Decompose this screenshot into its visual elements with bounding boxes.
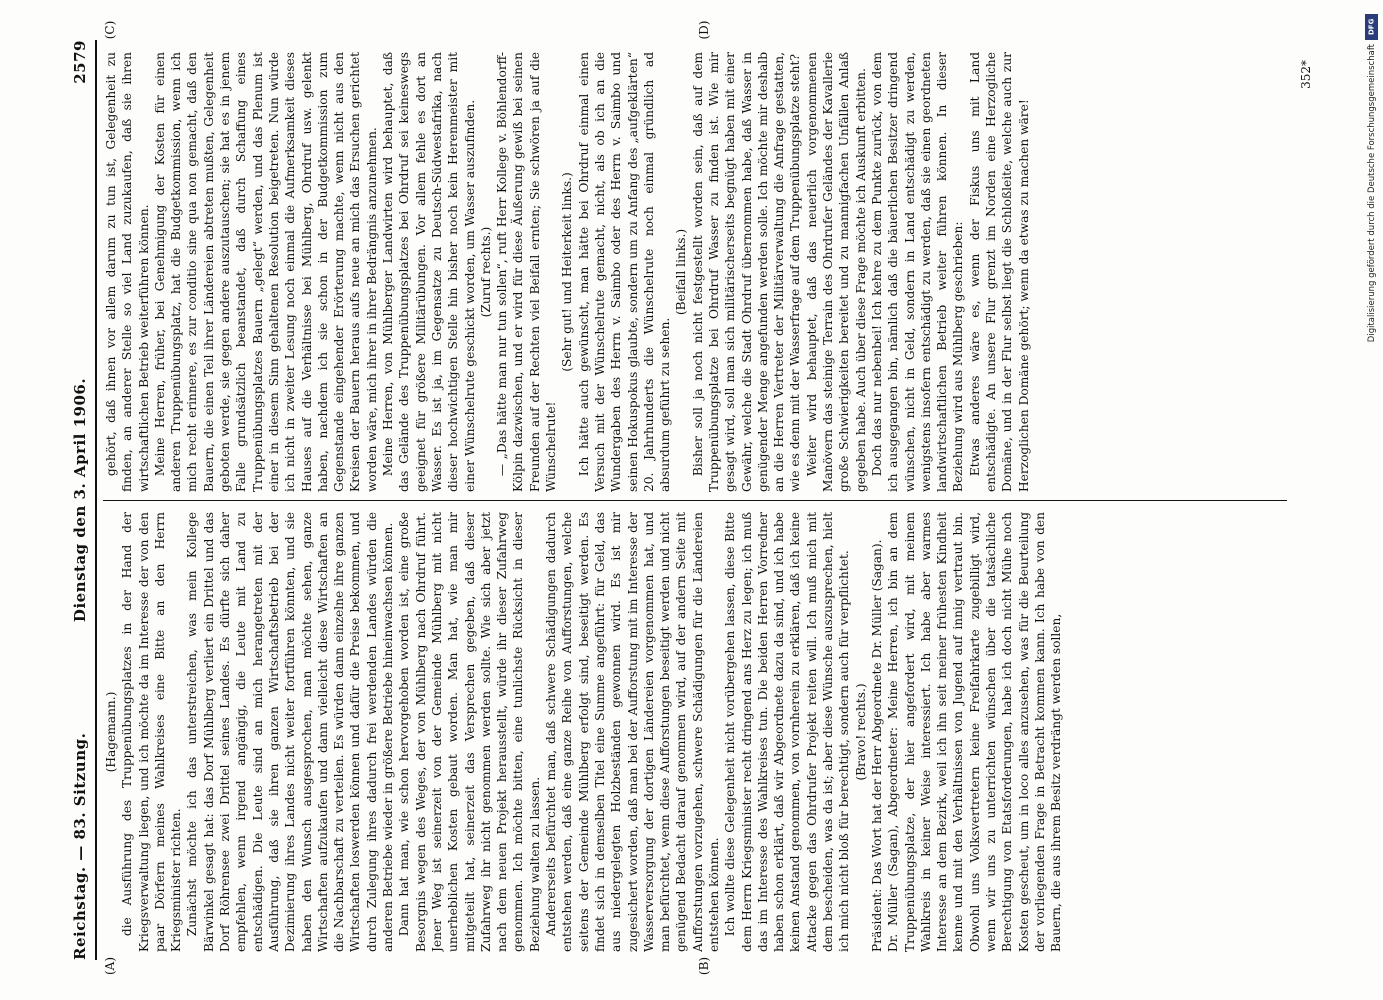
paragraph: Bisher soll ja noch nicht festgestellt worden sein, daß auf dem Truppenübungsplatze bei Ohrdruf Wasser zu finden ist. Wie mir gesagt wird, soll man sich militärischerseits begnügt haben mit einer Gewähr, welche die Stadt Ohrdruf übernommen habe, daß Wasser in genügender Menge angefunden werden solle. Ich möchte mir deshalb an die Herren Vertreter der Militärverwaltung die Anfrage gestatten, wie es denn mit der Wasserfrage auf dem Truppenübungsplatze steht? [690,52,802,492]
dfg-watermark-text: Digitalisierung gefördert durch die Deutsche Forschungsgemeinschaft [1367,44,1377,343]
paragraph: Ich wollte diese Gelegenheit nicht vorübergehen lassen, diese Bitte dem Herrn Kriegsminister recht dringend ans Herz zu legen; ich muß das im Interesse des Wahlkreises tun. Die beiden Herren Vorredner haben schon erklärt, daß wir Abgeordnete dazu da sind, und ich habe keinen Anstand genommen, von vornherein zu erklären, daß ich keine Attacke gegen das Ohrdrufer Projekt reiten will. Ich muß mich mit dem bescheiden, was da ist; aber diese Wünsche auszusprechen, hielt ich mich nicht bloß für berechtigt, sondern auch für verpflichtet. [722,512,851,952]
paragraph: Ich hätte auch gewünscht, man hätte bei Ohrdruf einmal einen Versuch mit der Wünschelrute gemacht, nicht, als ob ich an die Wundergaben des Herrn v. Saimbo oder des Herrn v. Saimbo und seinen Hokuspokus glaubte, sondern um zu Anfang des „aufgeklärten“ 20. Jahrhunderts die Wünschelrute noch einmal gründlich ad absurdum geführt zu sehen. [576,52,672,492]
running-head [71,40,93,960]
marker-b: (B) [696,956,711,976]
rotated-sheet [57,20,1327,976]
paragraph: die Ausführung des Truppenübungsplatzes in der Hand der Kriegsverwaltung liegen, und ich möchte da im Interesse der von den paar Dörfern meines Wahlkreises eine Bitte an den Herrn Kriegsminister richten. [119,512,183,952]
paragraph: (Hagemann.) [103,691,118,773]
header-left: Reichstag. — 83. Sitzung. [70,732,89,960]
paragraph: gehört, daß ihnen vor allem darum zu tun ist, Gelegenheit zu finden, an anderer Stelle so viel Land zuzukaufen, daß sie ihren wirtschaftlichen Betrieb weiterführen können. [103,52,151,492]
paragraph: Weiter wird behauptet, daß das neuerlich vorgenommenen Manövern das steinige Terrain des Ohrdrufer Geländes der Kavallerie große Schwierigkeiten bereitet und zu mannigfachen Unfällen Anlaß gegeben habe. Auch über diese Frage möchte ich Auskunft erbitten. [804,52,868,492]
paragraph: Präsident: Das Wort hat der Herr Abgeordnete Dr. Müller (Sagan). [869,539,884,952]
paragraph: (Beifall links.) [673,228,688,316]
paragraph: Meine Herren, von Mühlberger Landwirten wird behauptet, daß das Gelände des Truppenübungsplatzes bei Ohrdruf sei keineswegs geeignet für größere Militärübungen. Vor allem fehle es dort an Wasser. Es ist ja, im Gegensatze zu Deutsch-Südwestafrika, nach dieser hochwichtigen Stelle hin bisher noch kein Herenmeister mit einer Wünschelrute geschickt worden, um Wasser auszufinden. [380,52,477,492]
footer-page-code: 352* [1298,60,1313,89]
paragraph: Andererseits befürchtet man, daß schwere Schädigungen dadurch entstehen werden, daß eine ganze Reihe von Aufforstungen, welche seitens der Gemeinde Mühlberg erfolgt sind, beseitigt werden. Es findet sich in demselben Titel eine Summe angeführt: für Geld, das aus niedergelegten Holzbeständen gewonnen wird. Es ist mir zugesichert worden, daß man bei der Aufforstung mit im Interesse der Wasserversorgung der dortigen Ländereien vorgenommen hat, und man befürchtet, wenn diese Aufforstungen beseitigt werden und nicht genügend Bedacht darauf genommen wird, auf der andern Seite mit Aufforstungen vorzugehen, schwere Schädigungen für die Ländereien entstehen können. [543,512,721,952]
column-right [103,52,1285,492]
paragraph: (Bravo! rechts.) [853,683,868,781]
dfg-logo: DFG [1365,14,1378,40]
dfg-watermark [1365,8,1377,998]
column-divider [103,500,1287,501]
paragraph: (Sehr gut! und Heiterkeit links.) [559,172,574,372]
paragraph: Meine Herren, früher, bei Genehmigung der Kosten für einen anderen Truppenübungsplatz, hat die Budgetkommission, wenn ich mich recht erinnere, es zur conditio sine qua non gemacht, daß den Bauern, die einen Teil ihrer Ländereien abtreten mußten, Gelegenheit geboten werde, sie gegen andere auszutauschen; sie hat es in jenem Falle grundsätzlich beanstandet, daß durch Schaffung eines Truppenübungsplatzes Bauern „gelegt“ werden, und das Plenum ist einer in diesem Sinn gehaltenen Resolution beigetreten. Nun würde ich nicht in zweiter Lesung noch einmal die Aufmerksamkeit dieses Hauses auf die Verhältnisse bei Mühlberg, Ohrdruf usw. gelenkt haben, nachdem ich sie schon in der Budgetkommission zum Gegenstande eingehender Erörterung machte, wenn nicht aus den Kreisen der Bauern heraus aufs neue an mich das Ersuchen gerichtet worden wäre, mich ihrer in ihrer Bedrängnis anzunehmen. [152,52,379,492]
header-date: Dienstag den 3. April 1906. [70,377,89,623]
paragraph: (Zuruf rechts.) [478,226,493,318]
paragraph: Etwas anderes wäre es, wenn der Fiskus uns mit Land entschädigte. An unsere Flur grenzt im Norden eine Herzogliche Domäne, und in der Flur selbst liegt die Schloßleite, welche auch zur Herzoglichen Domäne gehört; wenn da etwas zu machen wäre! [967,52,1031,492]
paragraph: Dr. Müller (Sagan), Abgeordneter: Meine Herren, ich bin an dem Truppenübungsplatze, der hier angefordert wird, mit meinem Wahlkreis in keiner Weise interessiert. Ich habe aber warmes Interesse an dem Bezirk, weil ich ihn seit meiner frühesten Kindheit kenne und mit den Verhältnissen von Jugend auf innig vertraut bin. Obwohl uns Volksvertretern keine Freifahrkarte zugebilligt wird, wenn wir uns zu unterrichten wünschen über die tatsächliche Berechtigung von Etatsforderungen, habe ich doch nicht Mühe noch Kosten gescheut, um in loco alles anzusehen, was für die Beurteilung der vorliegenden Frage in Betracht kommen kann. Ich habe von den Bauern, die aus ihrem Besitz verdrängt werden sollen, [885,512,1063,952]
header-rule [95,40,97,960]
marker-c: (C) [102,20,117,40]
header-page-number: 2579 [70,40,89,84]
marker-a: (A) [102,956,117,976]
marker-d: (D) [696,20,711,40]
paragraph: Doch das nur nebenbei! Ich kehre zu dem Punkte zurück, von dem ich ausgegangen bin, nämlich daß die bäuerlichen Besitzer dringend wünschen, nicht in Geld, sondern in Land entschädigt zu werden, wenigstens insofern entschädigt zu werden, daß sie einen geordneten landwirtschaftlichen Betrieb weiter führen können. In dieser Beziehung wird aus Mühlberg geschrieben: [869,52,965,492]
paragraph: Dann hat man, wie schon hervorgehoben worden ist, eine große Besorgnis wegen des Weges, der von Mühlberg nach Ohrdruf führt. Jener Weg ist seinerzeit von der Gemeinde Mühlberg mit nicht unerheblichen Kosten gebaut worden. Man hat, wie man mir mitgeteilt hat, seinerzeit das Versprechen gegeben, daß dieser Zufahrweg ihr nicht genommen werden sollte. Wie sich aber jetzt nach dem neuen Projekt herausstellt, würde ihr dieser Zufahrweg genommen. Ich möchte bitten, eine tunlichste Rücksicht in dieser Beziehung walten zu lassen. [396,512,542,952]
paragraph: — „Das hätte man nur tun sollen“, ruft Herr Kollege v. Böhlendorff-Kölpin dazwischen, und er wird für diese Äußerung gewiß bei seinen Freunden auf der Rechten viel Beifall ernten; Sie schwören ja auf die Wünschelrute! [494,52,558,492]
column-left [103,512,1285,952]
paragraph: Zunächst möchte ich das unterstreichen, was mein Kollege Bärwinkel gesagt hat: das Dorf Mühlberg verliert ein Drittel und das Dorf Röhrensee zwei Drittel seines Landes. Es dürfte sich daher empfehlen, wenn irgend angängig, die Leute mit Land zu entschädigen. Die Leute sind an mich herangetreten mit der Ausführung, daß sie ihren ganzen Wirtschaftsbetrieb bei der Dezimierung ihres Landes nicht weiter fortführen könnten, und sie haben den Wunsch ausgesprochen, man möchte sehen, ganze Wirtschaften aufzukaufen und dann vielleicht diese Wirtschaften an die Nachbarschaft zu verteilen. Es würden dann einzelne ihre ganzen Wirtschaften loswerden können und dafür die Preise bekommen, und durch Zulegung ihres dadurch frei werdenden Landes würden die anderen Betriebe wieder in größere Betriebe hineinwachsen können. [184,512,395,952]
